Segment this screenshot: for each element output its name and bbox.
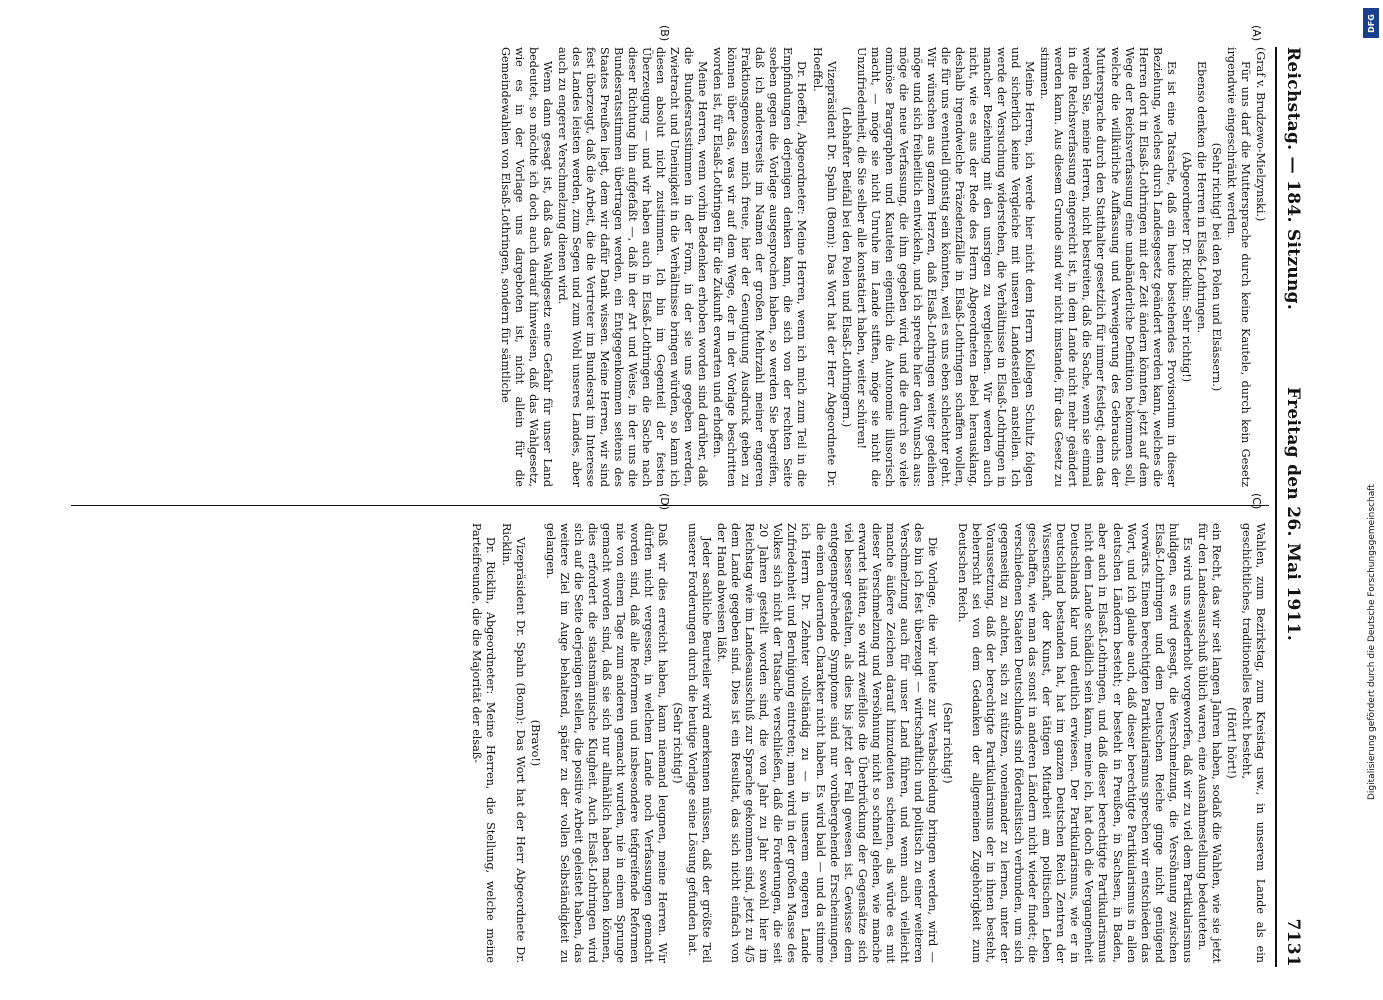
credit-text: Digitalisierung gefördert durch die Deutsche Forschungsgemeinschaft [1367,484,1377,800]
margin-marker-d: (D) [658,493,671,511]
paragraph: ein Recht, das wir seit langen Jahren haben, sodaß die Wahlen, wie sie jetzt für den Landesausschuß üblich waren, eine Ausnahmestellung bedeuteten. [1195,523,1223,963]
rotated-sheet [51,25,1311,967]
dfg-logo [1363,8,1379,38]
margin-marker-a: (A) [1250,25,1263,42]
paragraph: Es wird uns wiederholt vorgeworfen, daß wir zu viel dem Partikularismus huldigen, es wird gesagt, die Verschmelzung, die Versöhnung zwischen Elsaß-Lothringen und dem Deutschen Reiche ginge nicht genügend vorwärts. Einem berechtigten Partikularismus sprechen wir entschieden das Wort, und ich glaube auch, daß dieser berechtigte Partikularismus in allen deutschen Ländern besteht; er besteht in Preußen, in Sachsen, in Baden, aber auch in Elsaß-Lothringen, und daß dieser berechtigte Partikularismus nicht dem Lande schädlich sein kann, meine ich, hat doch die Vergangenheit Deutschlands klar und deutlich erwiesen. Der Partikularismus, wie er in Deutschland bestanden hat, hat im ganzen Deutschen Reich Zentren der Wissenschaft, der Kunst, der tätigen Mitarbeit am politischen Leben geschaffen, wie man das sonst in anderen Ländern nicht wieder findet; die verschiedenen Staaten Deutschlands sind föderalistisch verbunden, um sich gegenseitig zu achten, sich zu stützen, voneinander zu lernen, unter der Voraussetzung, daß der berechtigte Partikularismus der in ihnen besteht, beherrscht sei von dem Gedanken der allgemeinen Zugehörigkeit zum Deutschen Reich. [956,523,1194,963]
paragraph: Jeder sachliche Beurteiler wird anerkennen müssen, daß der größte Teil unserer Forderungen durch die heutige Vorlage seine Lösung gefunden hat. [686,523,714,963]
paragraph: Wahlen, zum Bezirkstag, zum Kreistag usw., in unserem Lande als ein geschichtliches, traditionelles Recht besteht, [1239,523,1267,963]
paragraph: Dr. Hoeffel, Abgeordneter: Meine Herren, wenn ich mich zum Teil in die Empfindungen derjenigen denken kann, die sich von der rechten Seite soeben gegen die Vorlage ausgesprochen haben, so werden Sie begreifen, daß ich andererseits im Namen der großen Mehrzahl meiner engeren Fraktionsgenossen mich freue, hier der Genugtuung Ausdruck geben zu können über das, was wir auf dem Wege, der in der Vorlage beschritten worden ist, für Elsaß-Lothringen für die Zukunft erwarten und erhoffen. [711,47,809,487]
interjection: (Lebhafter Beifall bei den Polen und Elsaß-Lothringern.) [839,106,853,428]
paragraph: Dr. Ricklin, Abgeordneter: Meine Herren, die Stellung, welche meine Parteifreunde, die die Majorität der elsaß- [470,523,498,963]
running-head-date: Freitag den 26. Mai 1911. [1283,387,1303,642]
margin-marker-b: (B) [658,25,671,42]
paragraph: Meine Herren, wenn vorhin Bedenken erhoben worden sind darüber, daß die Bundesratsstimmen in der Form, in der sie uns gegeben werden, Zwietracht und Uneinigkeit in die Verhältnisse bringen würden, so kann ich diesen absolut nicht zustimmen. Ich bin im Gegenteil der festen Überzeugung — und wir haben auch in Elsaß-Lothringen die Sache nach dieser Richtung hin aufgefaßt —, daß in der Art und Weise, in der uns die Bundesratsstimmen übertragen werden, ein Entgegenkommen seitens des Staates Preußen liegt, dem wir dafür Dank wissen. Meine Herren, wir sind fest überzeugt, daß die Arbeit, die die Vertreter im Bundesrat im Interesse des Landes leisten werden, zum Segen und zum Wohl unseres Landes, aber auch zu engerer Verschmelzung dienen wird. [555,47,710,487]
interjection: (Hört! hört!) [1224,707,1238,779]
interjection: (Sehr richtig!) [940,702,954,784]
page-number: 7131 [1283,918,1303,967]
paragraph: Daß wir dies erreicht haben, kann niemand leugnen, meine Herren. Wir dürfen nicht vergessen, in welchem Lande noch Verfassungen gemacht worden sind, daß alle Reformen und insbesondere tiefgreifende Reformen nie von einem Tage zum anderen gemacht wurden, nie in einem Sprunge gemacht worden sind, daß sie sich nur allmählich haben machen können, dies erfordert die staatsmännische Klugheit. Auch Elsaß-Lothringen wird sich auf die Seite derjenigen stellen, die positive Arbeit geleistet haben, das weitere Ziel im Auge behaltend, später zu der vollen Selbständigkeit zu gelangen. [543,523,670,963]
interjection: (Bravo!) [528,719,542,767]
left-column [496,47,1267,487]
paragraph: Ebenso denken die Herren in Elsaß-Lothringen. [1194,61,1208,333]
paragraph: Für uns darf die Muttersprache durch keine Kautele, durch kein Gesetz irgendwie eingeschränkt werden. [1224,47,1252,487]
dfg-logo-text: DFG [1366,13,1376,33]
paragraph: Wenn dann gesagt ist, daß das Wahlgesetz eine Gefahr für unser Land bedeutet, so möchte ich doch auch darauf hinweisen, daß das Wahlgesetz, wie es in der Vorlage uns dargeboten ist, nicht allein für die Gemeindewahlen von Elsaß-Lothringen, sondern für sämtliche [498,47,554,487]
paragraph: Die Vorlage, die wir heute zur Verabschiedung bringen werden, wird — des bin ich fest überzeugt — wirtschaftlich und politisch zu einer weiteren Verschmelzung auch für unser Land führen, und wenn auch vielleicht manche äußere Zeichen darauf hinzudeuten scheinen, als würde es mit dieser Verschmelzung und Versöhnung nicht so schnell gehen, wie manche erwartet hätten, so wird zweifellos die Überbrückung der Gegensätze sich viel besser gestalten, als dies bis jetzt der Fall gewesen ist. Gewisse dem entgegensprechende Symptome sind nur vorübergehende Erscheinungen, die einen dauernden Charakter nicht haben. Es wird bald — und da stimme ich Herrn Dr. Zehnter vollständig zu — in unserem engeren Lande Zufriedenheit und Beruhigung eintreten; man wird in der großen Masse des Volkes sich nicht der Tatsache verschließen, daß die Forderungen, die seit 20 Jahren gestellt worden sind, die von Jahr zu Jahr sowohl hier im Reichstag wie im Landesausschuß zur Sprache gekommen sind, jetzt zu 4/5 dem Lande gegeben sind. Dies ist ein Resultat, das sich nicht einfach von der Hand abweisen läßt. [715,523,939,963]
running-head-left: Reichstag. — 184. Sitzung. [1283,47,1303,311]
paragraph: Es ist eine Tatsache, daß ein heute bestehendes Provisorium in dieser Beziehung, welches durch Landesgesetz geändert werden kann, welches die Herren dort in Elsaß-Lothringen mit der Zeit ändern könnten, jetzt auf dem Wege der Reichsverfassung eine unabänderliche Definition bekommen soll, welche die willkürliche Auffassung und Verweigerung des Gebrauchs der Muttersprache durch den Statthalter gesetzlich für immer festlegt; denn das werden Sie, meine Herren, nicht bestreiten, daß die Sache, wenn sie einmal in die Reichsverfassung eingereicht ist, in dem Lande nicht mehr geändert werden kann. Aus diesem Grunde sind wir nicht imstande, für das Gesetz zu stimmen. [1038,47,1178,487]
paragraph: Meine Herren, ich werde hier nicht dem Herrn Kollegen Schultz folgen und sicherlich keine Vergleiche mit unseren Landesteilen anstellen. Ich werde der Versuchung widerstehen, die Verhältnisse in Elsaß-Lothringen in mancher Beziehung mit den unsrigen zu vergleichen. Wir werden auch nicht, wie es aus der Rede des Herrn Abgeordneten Bebel herausklang, deshalb irgendwelche Präzedenzfälle in Elsaß-Lothringen schaffen wollen, die für uns eventuell günstig sein könnten, weil es uns eben schlechter geht. Wir wünschen aus ganzem Herzen, daß Elsaß-Lothringen weiter gedeihen möge und sich freiheitlich entwickeln, und ich spreche hier den Wunsch aus: möge die neue Verfassung, die ihm gegeben wird, und die durch so viele ominöse Paragraphen und Kautelen eigentlich die Autonomie illusorisch macht, — möge sie nicht Unruhe im Lande stiften, möge sie nicht die Unzufriedenheit, die Sie selber alle konstatiert haben, weiter schüren! [854,47,1037,487]
chair-statement: Vizepräsident Dr. Spahn (Bonn): Das Wort hat der Herr Abgeordnete Dr. Hoeffel. [810,47,838,487]
header-rule [1275,47,1277,967]
chair-statement: Vizepräsident Dr. Spahn (Bonn): Das Wort hat der Herr Abgeordnete Dr. Ricklin. [499,523,527,963]
right-column [468,523,1267,963]
interjection: (Abgeordneter Dr. Ricklin: Sehr richtig!) [1179,151,1193,383]
interjection: (Sehr richtig!) [671,702,685,784]
speaker-attribution: (Graf v. Brudzewo-Mielzynski.) [1254,47,1267,222]
margin-marker-c: (C) [1250,493,1263,510]
interjection: (Sehr richtig! bei den Polen und Elsässern.) [1209,142,1223,392]
